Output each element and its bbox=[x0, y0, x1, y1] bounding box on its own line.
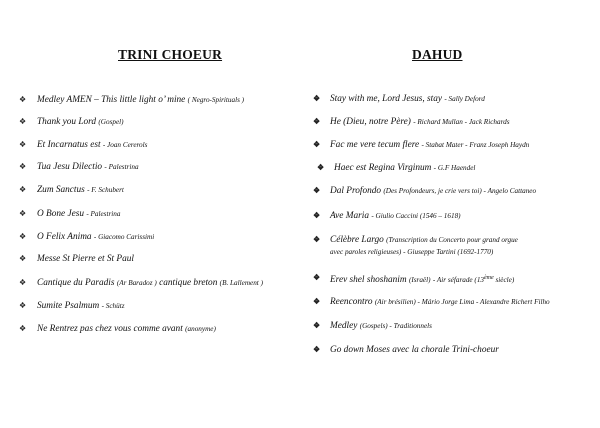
piece-note: - Giulio Caccini (1546 – 1618) bbox=[371, 212, 461, 220]
piece-title: Medley AMEN – This little light o’ mine bbox=[37, 95, 186, 105]
diamond-bullet-icon: ❖ bbox=[313, 117, 321, 126]
program-item bbox=[19, 253, 134, 265]
diamond-bullet-icon: ❖ bbox=[313, 321, 321, 330]
piece-note: - Joan Cererols bbox=[102, 141, 148, 149]
diamond-bullet-icon: ❖ bbox=[19, 278, 27, 287]
diamond-bullet-icon: ❖ bbox=[19, 232, 27, 241]
diamond-bullet-icon: ❖ bbox=[313, 186, 321, 195]
piece-title: He (Dieu, notre Père) bbox=[330, 117, 411, 127]
piece-note: ( Negro-Spirituals ) bbox=[187, 96, 245, 104]
piece-note: (Ar Baradoz ) bbox=[116, 279, 157, 287]
diamond-bullet-icon: ❖ bbox=[313, 211, 321, 220]
piece-title: Go down Moses avec la chorale Trini-choeur bbox=[330, 345, 499, 355]
diamond-bullet-icon: ❖ bbox=[19, 254, 27, 263]
program-item bbox=[19, 184, 124, 196]
piece-note: - Schütz bbox=[101, 302, 125, 310]
program-item bbox=[19, 277, 263, 289]
piece-title: Fac me vere tecum flere bbox=[330, 140, 420, 150]
program-item bbox=[313, 296, 550, 308]
piece-note: (Air brésilien) - Mário Jorge Lima - Alexandre Richert Filho bbox=[374, 298, 550, 306]
program-item bbox=[19, 161, 139, 173]
piece-note: (anonyme) bbox=[185, 325, 216, 333]
piece-title: Medley bbox=[330, 321, 358, 331]
piece-title: Dal Profondo bbox=[330, 186, 382, 196]
superscript: ème bbox=[484, 275, 494, 281]
piece-title: O Felix Anima bbox=[37, 232, 92, 242]
program-item bbox=[313, 344, 499, 356]
program-item bbox=[19, 300, 125, 312]
program-item bbox=[19, 116, 124, 128]
program-item bbox=[313, 116, 510, 128]
piece-note: (Des Profondeurs, je crie vers toi) - Angelo Cattaneo bbox=[383, 187, 537, 195]
program-item bbox=[317, 162, 476, 174]
diamond-bullet-icon: ❖ bbox=[313, 94, 321, 103]
program-item bbox=[19, 231, 155, 243]
piece-note: (Israël) bbox=[408, 276, 431, 284]
program-item bbox=[313, 210, 461, 222]
diamond-bullet-icon: ❖ bbox=[313, 273, 321, 282]
diamond-bullet-icon: ❖ bbox=[19, 162, 27, 171]
piece-note: (Transcription du Concerto pour grand orgue bbox=[386, 236, 518, 244]
piece-title: Cantique du Paradis bbox=[37, 278, 115, 288]
piece-title: Zum Sanctus bbox=[37, 185, 85, 195]
dahud-title: DAHUD bbox=[412, 47, 463, 62]
program-item bbox=[19, 94, 245, 106]
piece-note: - Giacomo Carissimi bbox=[93, 233, 155, 241]
piece-note: - Stabat Mater - Franz Joseph Haydn bbox=[421, 141, 530, 149]
piece-note: (Gospels) - Traditionnels bbox=[359, 322, 432, 330]
program-item bbox=[313, 320, 432, 332]
piece-note: (B. Lallement ) bbox=[219, 279, 263, 287]
piece-title: Stay with me, Lord Jesus, stay bbox=[330, 94, 442, 104]
diamond-bullet-icon: ❖ bbox=[313, 345, 321, 354]
diamond-bullet-icon: ❖ bbox=[313, 140, 321, 149]
piece-title: Sumite Psalmum bbox=[37, 301, 100, 311]
diamond-bullet-icon: ❖ bbox=[19, 95, 27, 104]
program-item bbox=[313, 234, 518, 256]
program-item bbox=[313, 139, 530, 151]
diamond-bullet-icon: ❖ bbox=[19, 324, 27, 333]
piece-title: Reencontro bbox=[330, 297, 373, 307]
trini-choeur-title: TRINI CHOEUR bbox=[118, 47, 223, 62]
program-item bbox=[313, 185, 537, 197]
piece-title: Ave Maria bbox=[330, 211, 369, 221]
piece-note-continued: avec paroles religieuses) - Giuseppe Tartini (1692-1770) bbox=[330, 248, 494, 256]
diamond-bullet-icon: ❖ bbox=[19, 117, 27, 126]
piece-note: - Sally Deford bbox=[444, 95, 485, 103]
piece-note: - F. Schubert bbox=[87, 186, 124, 194]
piece-subtitle: cantique breton bbox=[159, 278, 218, 288]
piece-title: Haec est Regina Virginum bbox=[334, 163, 432, 173]
piece-title: Thank you Lord bbox=[37, 117, 97, 127]
program-item bbox=[19, 208, 121, 220]
piece-note: - G.F Haendel bbox=[433, 164, 476, 172]
piece-note: (Gospel) bbox=[98, 118, 124, 126]
piece-title: Ne Rentrez pas chez vous comme avant bbox=[37, 324, 183, 334]
diamond-bullet-icon: ❖ bbox=[313, 297, 321, 306]
diamond-bullet-icon: ❖ bbox=[19, 140, 27, 149]
piece-note: - Richard Mullan - Jack Richards bbox=[413, 118, 510, 126]
piece-title: Et Incarnatus est bbox=[37, 140, 101, 150]
piece-note: - Air séfarade (13 bbox=[432, 276, 485, 284]
piece-note: siècle) bbox=[493, 276, 515, 284]
piece-title: Célèbre Largo bbox=[330, 235, 384, 245]
program-item bbox=[19, 139, 148, 151]
piece-title: Tua Jesu Dilectio bbox=[37, 162, 103, 172]
program-item bbox=[313, 93, 485, 105]
program-item bbox=[19, 323, 216, 335]
diamond-bullet-icon: ❖ bbox=[19, 185, 27, 194]
piece-note: - Palestrina bbox=[86, 210, 121, 218]
diamond-bullet-icon: ❖ bbox=[19, 209, 27, 218]
program-item bbox=[313, 272, 515, 286]
piece-title: Messe St Pierre et St Paul bbox=[37, 254, 134, 264]
piece-note: - Palestrina bbox=[104, 163, 139, 171]
diamond-bullet-icon: ❖ bbox=[19, 301, 27, 310]
piece-title: O Bone Jesu bbox=[37, 209, 84, 219]
piece-title: Erev shel shoshanim bbox=[330, 275, 407, 285]
diamond-bullet-icon: ❖ bbox=[313, 235, 321, 244]
diamond-bullet-icon: ❖ bbox=[317, 163, 325, 172]
